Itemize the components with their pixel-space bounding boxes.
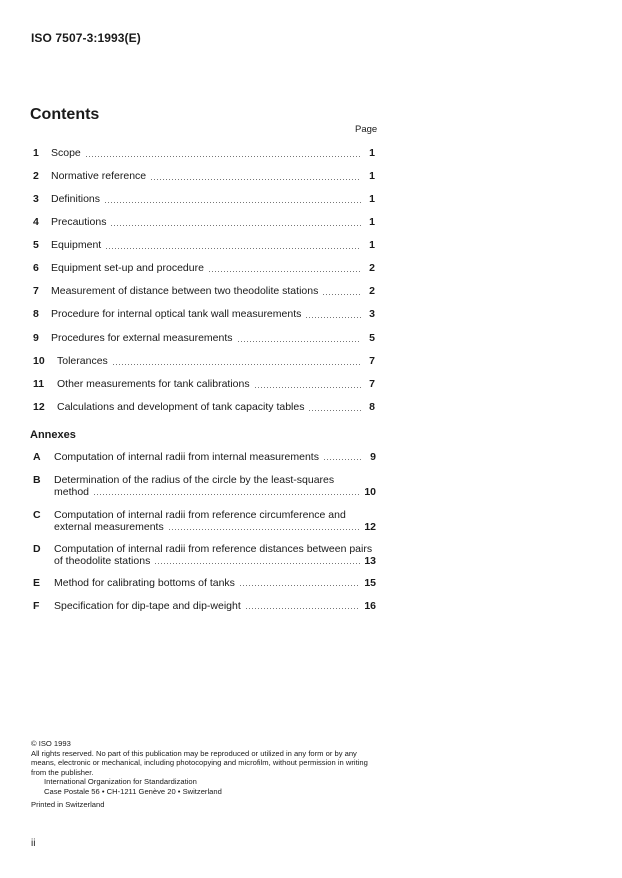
document-id: ISO 7507-3:1993(E) — [31, 31, 141, 45]
toc-entry-number: 8 — [33, 308, 39, 320]
toc-entry — [33, 216, 375, 229]
annex-page: 15 — [364, 577, 376, 589]
toc-entry-page: 5 — [369, 332, 375, 344]
annex-entry — [33, 600, 376, 612]
toc-entry — [33, 355, 375, 368]
annex-title: of theodolite stations — [54, 555, 151, 567]
dot-leader — [239, 584, 360, 587]
annex-letter: E — [33, 577, 41, 589]
toc-entry-body — [51, 285, 375, 298]
annex-entry-body — [54, 474, 376, 498]
annex-entry-body — [54, 600, 376, 612]
annex-title-line — [54, 555, 376, 567]
toc-entry-body — [57, 355, 375, 368]
toc-entry-number: 11 — [33, 378, 45, 390]
toc-entry-title: Tolerances — [57, 355, 108, 367]
annex-entry — [33, 509, 376, 533]
toc-entry-number: 10 — [33, 355, 45, 367]
annex-entry — [33, 543, 376, 567]
toc-entry — [33, 285, 375, 298]
toc-entry-number: 3 — [33, 193, 39, 205]
toc-entry-page: 3 — [369, 308, 375, 320]
annex-title-line-1: Computation of internal radii from reference circumference and — [54, 509, 346, 521]
toc-entry-title: Precautions — [51, 216, 107, 228]
annex-title-line — [54, 577, 376, 589]
toc-entry-number: 4 — [33, 216, 39, 228]
annex-entry-body — [54, 451, 376, 463]
toc-entry-title: Measurement of distance between two theodolite stations — [51, 285, 319, 297]
toc-entry-title: Definitions — [51, 193, 101, 205]
annex-entry-body — [54, 543, 376, 567]
printed-in: Printed in Switzerland — [31, 799, 105, 809]
dot-leader — [245, 607, 361, 610]
toc-entry-number: 7 — [33, 285, 39, 297]
toc-entry-page: 1 — [369, 147, 375, 159]
toc-entry-page: 1 — [369, 216, 375, 228]
organization-address: Case Postale 56 • CH-1211 Genève 20 • Switzerland — [44, 786, 222, 796]
toc-entry — [33, 332, 375, 345]
toc-entry-number: 6 — [33, 262, 39, 274]
dot-leader — [254, 386, 361, 389]
toc-entry-page: 1 — [369, 170, 375, 182]
annexes-heading: Annexes — [30, 429, 76, 441]
toc-entry-number: 9 — [33, 332, 39, 344]
annex-page: 10 — [364, 486, 376, 498]
toc-entry-title: Calculations and development of tank capacity tables — [57, 401, 305, 413]
toc-entry-title: Other measurements for tank calibrations — [57, 378, 250, 390]
annex-title-line — [54, 521, 376, 533]
annex-title-line-1: Determination of the radius of the circle by the least-squares — [54, 474, 335, 486]
annex-page: 13 — [364, 555, 376, 567]
copyright-symbol-line: © ISO 1993 — [31, 739, 71, 748]
toc-entry-page: 1 — [369, 239, 375, 251]
toc-entry-page: 7 — [369, 378, 375, 390]
toc-entry-page: 2 — [369, 285, 375, 297]
toc-entry-body — [51, 216, 375, 229]
annex-title: method — [54, 486, 90, 498]
toc-entry — [33, 239, 375, 252]
organization-name: International Organization for Standardization — [44, 777, 197, 787]
dot-leader — [323, 458, 362, 461]
annex-entry — [33, 577, 376, 589]
page-number: ii — [31, 838, 36, 849]
annex-title-line — [54, 600, 376, 612]
annex-title-line — [54, 486, 376, 498]
annex-title: Method for calibrating bottoms of tanks — [54, 577, 235, 589]
toc-entry-title: Equipment set-up and procedure — [51, 262, 204, 274]
toc-entry-body — [51, 170, 375, 183]
toc-entry-body — [51, 239, 375, 252]
annex-letter: D — [33, 543, 41, 555]
annex-page: 9 — [370, 451, 376, 463]
toc-entry — [33, 193, 375, 206]
dot-leader — [308, 409, 361, 412]
toc-entry-number: 12 — [33, 401, 45, 413]
toc-entry-number: 1 — [33, 147, 39, 159]
annex-page: 16 — [364, 600, 376, 612]
rights-statement: All rights reserved. No part of this publication may be reproduced or utilized in any form or by any means, electronic or mechanical, including photocopying and microfilm, without permission in writing from the publisher. — [31, 748, 368, 777]
annex-letter: F — [33, 600, 40, 612]
annex-entry-body — [54, 577, 376, 589]
toc-entry — [33, 378, 375, 391]
toc-entry-page: 7 — [369, 355, 375, 367]
toc-entry-body — [51, 308, 375, 321]
dot-leader — [110, 224, 361, 227]
toc-entry-title: Procedure for internal optical tank wall measurements — [51, 308, 302, 320]
toc-entry-body — [51, 147, 375, 160]
copyright-block — [31, 739, 383, 809]
dot-leader — [208, 270, 361, 273]
toc-entry — [33, 262, 375, 275]
toc-entry — [33, 401, 375, 414]
annex-letter: A — [33, 451, 41, 463]
annex-entry — [33, 451, 376, 463]
toc-entry-title: Procedures for external measurements — [51, 332, 233, 344]
dot-leader — [154, 562, 360, 565]
toc-entry-page: 2 — [369, 262, 375, 274]
page-column-label: Page — [355, 124, 378, 135]
annex-title-line-1: Computation of internal radii from reference distances between pairs — [54, 543, 373, 555]
dot-leader — [168, 528, 361, 531]
toc-entry-number: 5 — [33, 239, 39, 251]
toc-entry-number: 2 — [33, 170, 39, 182]
annex-title: Computation of internal radii from internal measurements — [54, 451, 319, 463]
annex-title-line — [54, 451, 376, 463]
annex-letter: C — [33, 509, 41, 521]
annex-entry-body — [54, 509, 376, 533]
annex-page: 12 — [364, 521, 376, 533]
toc-entry-body — [57, 401, 375, 414]
contents-heading: Contents — [30, 106, 100, 123]
annex-letter: B — [33, 474, 41, 486]
toc-entry-body — [51, 332, 375, 345]
toc-entry — [33, 147, 375, 160]
annex-title: external measurements — [54, 521, 164, 533]
dot-leader — [305, 316, 361, 319]
dot-leader — [150, 178, 361, 181]
dot-leader — [322, 293, 361, 296]
toc-entry-page: 8 — [369, 401, 375, 413]
dot-leader — [85, 155, 361, 158]
dot-leader — [112, 363, 361, 366]
dot-leader — [105, 247, 361, 250]
toc-entry-title: Scope — [51, 147, 81, 159]
toc-entry-body — [57, 378, 375, 391]
dot-leader — [237, 340, 362, 343]
toc-entry-body — [51, 193, 375, 206]
annex-entry — [33, 474, 376, 498]
toc-entry-page: 1 — [369, 193, 375, 205]
dot-leader — [93, 493, 360, 496]
toc-entry-body — [51, 262, 375, 275]
toc-entry-title: Normative reference — [51, 170, 147, 182]
toc-entry-title: Equipment — [51, 239, 102, 251]
dot-leader — [104, 201, 361, 204]
toc-entry — [33, 308, 375, 321]
annex-title: Specification for dip-tape and dip-weight — [54, 600, 241, 612]
toc-entry — [33, 170, 375, 183]
